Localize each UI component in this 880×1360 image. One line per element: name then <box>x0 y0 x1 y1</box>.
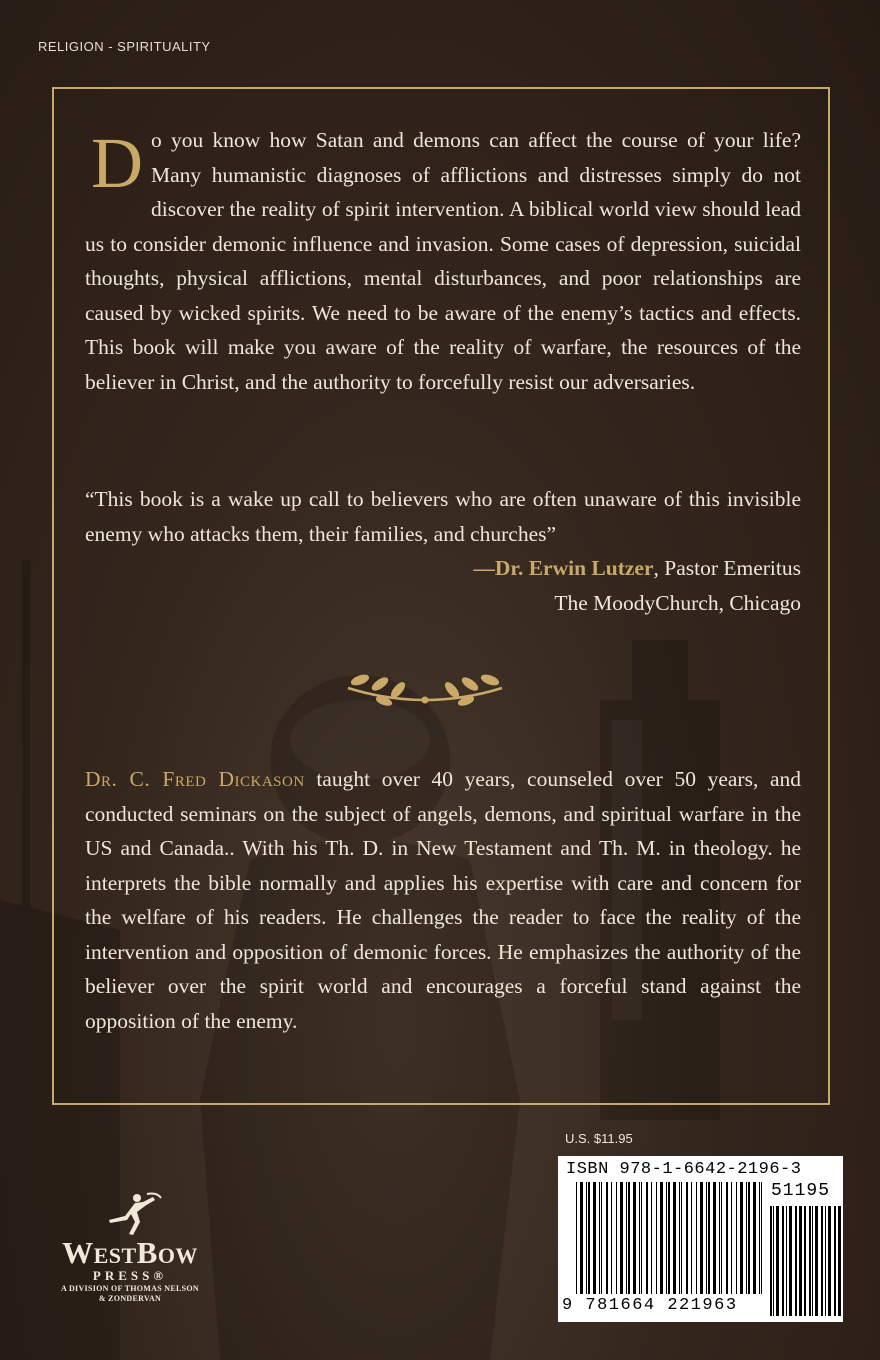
endorsement-attribution <box>85 551 801 586</box>
bio-text: taught over 40 years, counseled over 50 years, and conducted seminars on the subject of angels, demons, and spiritual warfare in the US and Canada.. With his Th. D. in New Testament and Th. M. in theology. he interprets the bible normally and applies his expertise with care and concern for the welfare of his readers. He challenges the reader to face the reality of the intervention and opposition of demonic forces. He emphasizes the authority of the believer over the spirit world and encourages a forceful stand against the opposition of the enemy. <box>85 767 802 1033</box>
endorsement-quote: “This book is a wake up call to believers who are often unaware of this invisible enemy who attacks them, their families, and churches” <box>85 487 801 546</box>
endorser-organization: The MoodyChurch, Chicago <box>554 590 801 615</box>
author-name: Dr. C. Fred Dickason <box>85 767 305 791</box>
endorsement <box>85 482 801 620</box>
isbn-text: ISBN 978-1-6642-2196-3 <box>566 1160 802 1179</box>
blurb-text: o you know how Satan and demons can affect the course of your life? Many humanistic diagnoses of afflictions and distresses simply do not discover the reality of spirit intervention. A biblical world view should lead us to consider demonic influence and invasion. Some cases of depression, suicidal thoughts, physical afflictions, mental disturbances, and poor relationships are caused by wicked spirits. We need to be aware of the enemy’s tactics and effects. This book will make you aware of the reality of warfare, the resources of the believer in Christ, and the authority to forcefully resist our adversaries. <box>85 128 801 394</box>
endorser-name: Dr. Erwin Lutzer <box>494 556 654 580</box>
laurel-ornament-icon <box>340 668 510 716</box>
ean-digits: 9 781664 221963 <box>562 1296 738 1315</box>
publisher-name: WestBow <box>62 1235 198 1270</box>
publisher-division-line2: & ZONDERVAN <box>98 1294 162 1303</box>
endorsement-dash: — <box>473 556 495 580</box>
isbn-barcode <box>558 1156 843 1322</box>
publisher-division-line1: A DIVISION OF THOMAS NELSON <box>61 1284 199 1293</box>
publisher-press: PRESS® <box>92 1268 168 1283</box>
category-label: RELIGION - SPIRITUALITY <box>38 39 211 54</box>
price-code: 51195 <box>771 1181 831 1201</box>
author-bio <box>85 762 801 1038</box>
book-blurb <box>85 123 801 399</box>
price-label: U.S. $11.95 <box>565 1131 633 1146</box>
endorser-title: , Pastor Emeritus <box>653 556 801 580</box>
drop-cap: D <box>91 123 143 203</box>
leaping-figure-icon <box>95 1190 165 1238</box>
publisher-logo <box>30 1190 230 1304</box>
